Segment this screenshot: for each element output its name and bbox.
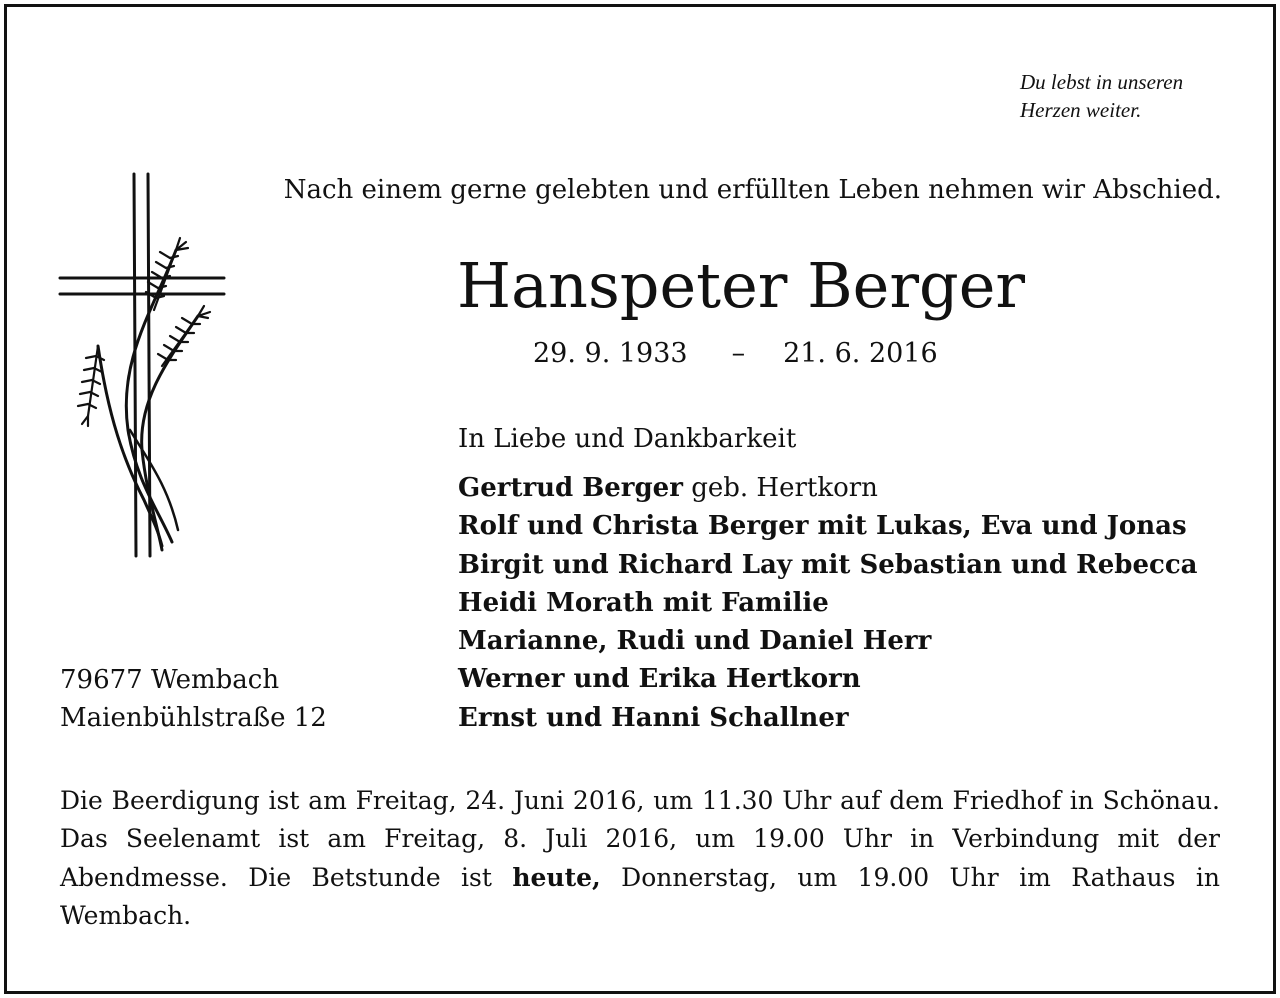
funeral-details — [60, 782, 1220, 935]
mourner-first-note: geb. Hertkorn — [682, 473, 878, 503]
mourner-name: Werner und Erika Hertkorn — [458, 664, 861, 695]
death-date: 21. 6. 2016 — [783, 338, 938, 369]
quote-line-1: Du lebst in unseren — [1020, 70, 1184, 94]
cross-with-wheat-icon — [58, 170, 230, 560]
list-item — [458, 584, 1258, 622]
deceased-name: Hanspeter Berger — [457, 249, 1026, 322]
address-city: 79677 Wembach — [60, 665, 280, 695]
mourner-first-name: Gertrud Berger — [458, 473, 683, 503]
list-item — [458, 660, 1258, 698]
funeral-text-2: Donnerstag, um 19.00 Uhr im Rathaus in Wembach. — [60, 862, 1220, 930]
memorial-quote — [1020, 68, 1250, 124]
farewell-intro: Nach einem gerne gelebten und erfüllten Leben nehmen wir Abschied. — [283, 175, 1222, 205]
mourner-first — [458, 469, 1258, 507]
mourner-name: Marianne, Rudi und Daniel Herr — [458, 626, 932, 657]
list-item — [458, 699, 1258, 737]
list-item — [458, 507, 1258, 545]
mourners-block — [458, 421, 1258, 737]
life-dates — [533, 336, 938, 372]
mourner-name: Heidi Morath mit Familie — [458, 587, 829, 618]
list-item — [458, 546, 1258, 584]
mourner-name: Birgit und Richard Lay mit Sebastian und Rebecca — [458, 549, 1198, 580]
mourners-list — [458, 469, 1258, 737]
mourning-address — [60, 661, 327, 737]
mourner-name: Ernst und Hanni Schallner — [458, 702, 849, 733]
date-dash: – — [731, 338, 746, 369]
list-item — [458, 622, 1258, 660]
quote-line-2: Herzen weiter. — [1020, 98, 1142, 122]
address-street: Maienbühlstraße 12 — [60, 703, 327, 733]
mourners-heading: In Liebe und Dankbarkeit — [458, 424, 797, 454]
funeral-text-1: Die Beerdigung ist am Freitag, 24. Juni 2016, um 11.30 Uhr auf dem Friedhof in Schönau. Das Seelenamt ist am Freitag, 8. Juli 2016, um 19.00 Uhr in Verbindung mit der Abendmesse. Die Betstunde ist — [60, 786, 1220, 892]
birth-date: 29. 9. 1933 — [533, 338, 688, 369]
funeral-emphasis: heute, — [512, 862, 601, 892]
mourner-name: Rolf und Christa Berger mit Lukas, Eva und Jonas — [458, 511, 1187, 542]
